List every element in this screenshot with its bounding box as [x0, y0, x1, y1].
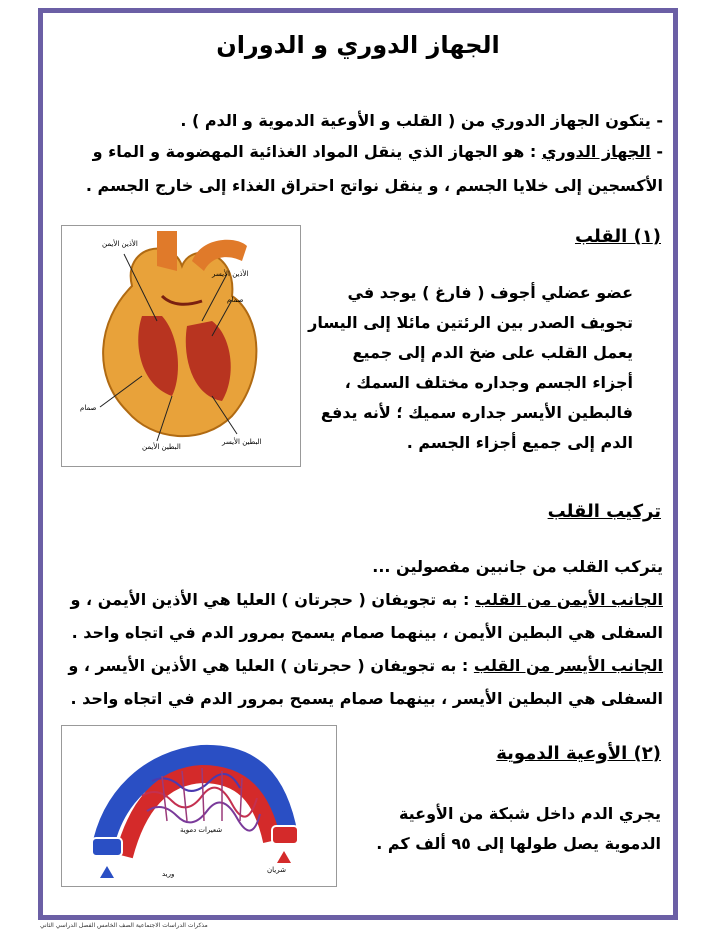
label-valve-2: صمام [80, 404, 97, 412]
intro-line-1: - يتكون الجهاز الدوري من ( القلب و الأوعية الدموية و الدم ) . [180, 111, 663, 130]
heart-illustration [62, 226, 300, 466]
label-right-atrium: الأذين الأيمن [102, 240, 138, 248]
heart-line: أجزاء الجسم وجداره مختلف السمك ، [344, 373, 633, 392]
page-footer: مذكرات الدراسات الاجتماعية الصف الخامس الفصل الدراسي الثاني [40, 922, 208, 929]
label-left-atrium: الأذين الأيسر [212, 270, 249, 278]
label-left-ventricle: البطين الأيسر [222, 438, 262, 446]
heart-diagram [61, 225, 301, 467]
label-artery: شريان [267, 866, 286, 874]
definition-text: : هو الجهاز الذي ينقل المواد الغذائية المهضومة و الماء و [92, 142, 542, 161]
worksheet-content [43, 13, 673, 915]
vessels-heading: (٢) الأوعية الدموية [496, 743, 661, 764]
structure-left-side [68, 656, 663, 675]
right-side-term: الجانب الأيمن من القلب [475, 590, 663, 609]
structure-left-line-2: السفلى هي البطين الأيسر ، بينهما صمام يسمح بمرور الدم في اتجاه واحد . [70, 689, 663, 708]
heart-line: الدم إلى جميع أجزاء الجسم . [406, 433, 633, 452]
definition-dash: - [650, 142, 663, 161]
vessels-illustration [62, 726, 336, 886]
heart-description [308, 278, 633, 458]
label-valve-1: صمام [227, 296, 244, 304]
blood-vessels-diagram [61, 725, 337, 887]
label-vein: وريد [162, 870, 175, 878]
vessels-description [376, 799, 661, 859]
vessels-line: يجري الدم داخل شبكة من الأوعية [398, 804, 661, 823]
definition-term: الجهاز الدوري [541, 142, 651, 161]
intro-line-3: الأكسجين إلى خلايا الجسم ، و ينقل نواتج احتراق الغذاء إلى خارج الجسم . [85, 176, 663, 195]
structure-right-side [71, 590, 663, 609]
heart-line: يعمل القلب على ضخ الدم إلى جميع [352, 343, 633, 362]
label-right-ventricle: البطين الأيمن [142, 443, 181, 451]
heart-heading: (١) القلب [574, 226, 661, 247]
left-side-text: : به تجويفان ( حجرتان ) العليا هي الأذين الأيسر ، و [68, 656, 474, 675]
worksheet-frame [38, 8, 678, 920]
heart-line: عضو عضلي أجوف ( فارغ ) يوجد في [347, 283, 633, 302]
intro-definition [93, 142, 663, 161]
structure-line-1: يتركب القلب من جانبين مفصولين ... [372, 557, 663, 576]
right-side-text: : به تجويفان ( حجرتان ) العليا هي الأذين الأيمن ، و [70, 590, 475, 609]
heart-line: فالبطين الأيسر جداره سميك ؛ لأنه يدفع [320, 403, 633, 422]
structure-right-line-2: السفلى هي البطين الأيمن ، بينهما صمام يسمح بمرور الدم في اتجاه واحد . [71, 623, 663, 642]
page-title: الجهاز الدوري و الدوران [216, 31, 500, 59]
vessels-line: الدموية يصل طولها إلى ٩٥ ألف كم . [376, 834, 661, 853]
heart-line: تجويف الصدر بين الرئتين مائلا إلى اليسار [308, 313, 633, 332]
structure-heading: تركيب القلب [547, 501, 661, 522]
label-capillaries: شعيرات دموية [180, 826, 223, 834]
left-side-term: الجانب الأيسر من القلب [473, 656, 663, 675]
